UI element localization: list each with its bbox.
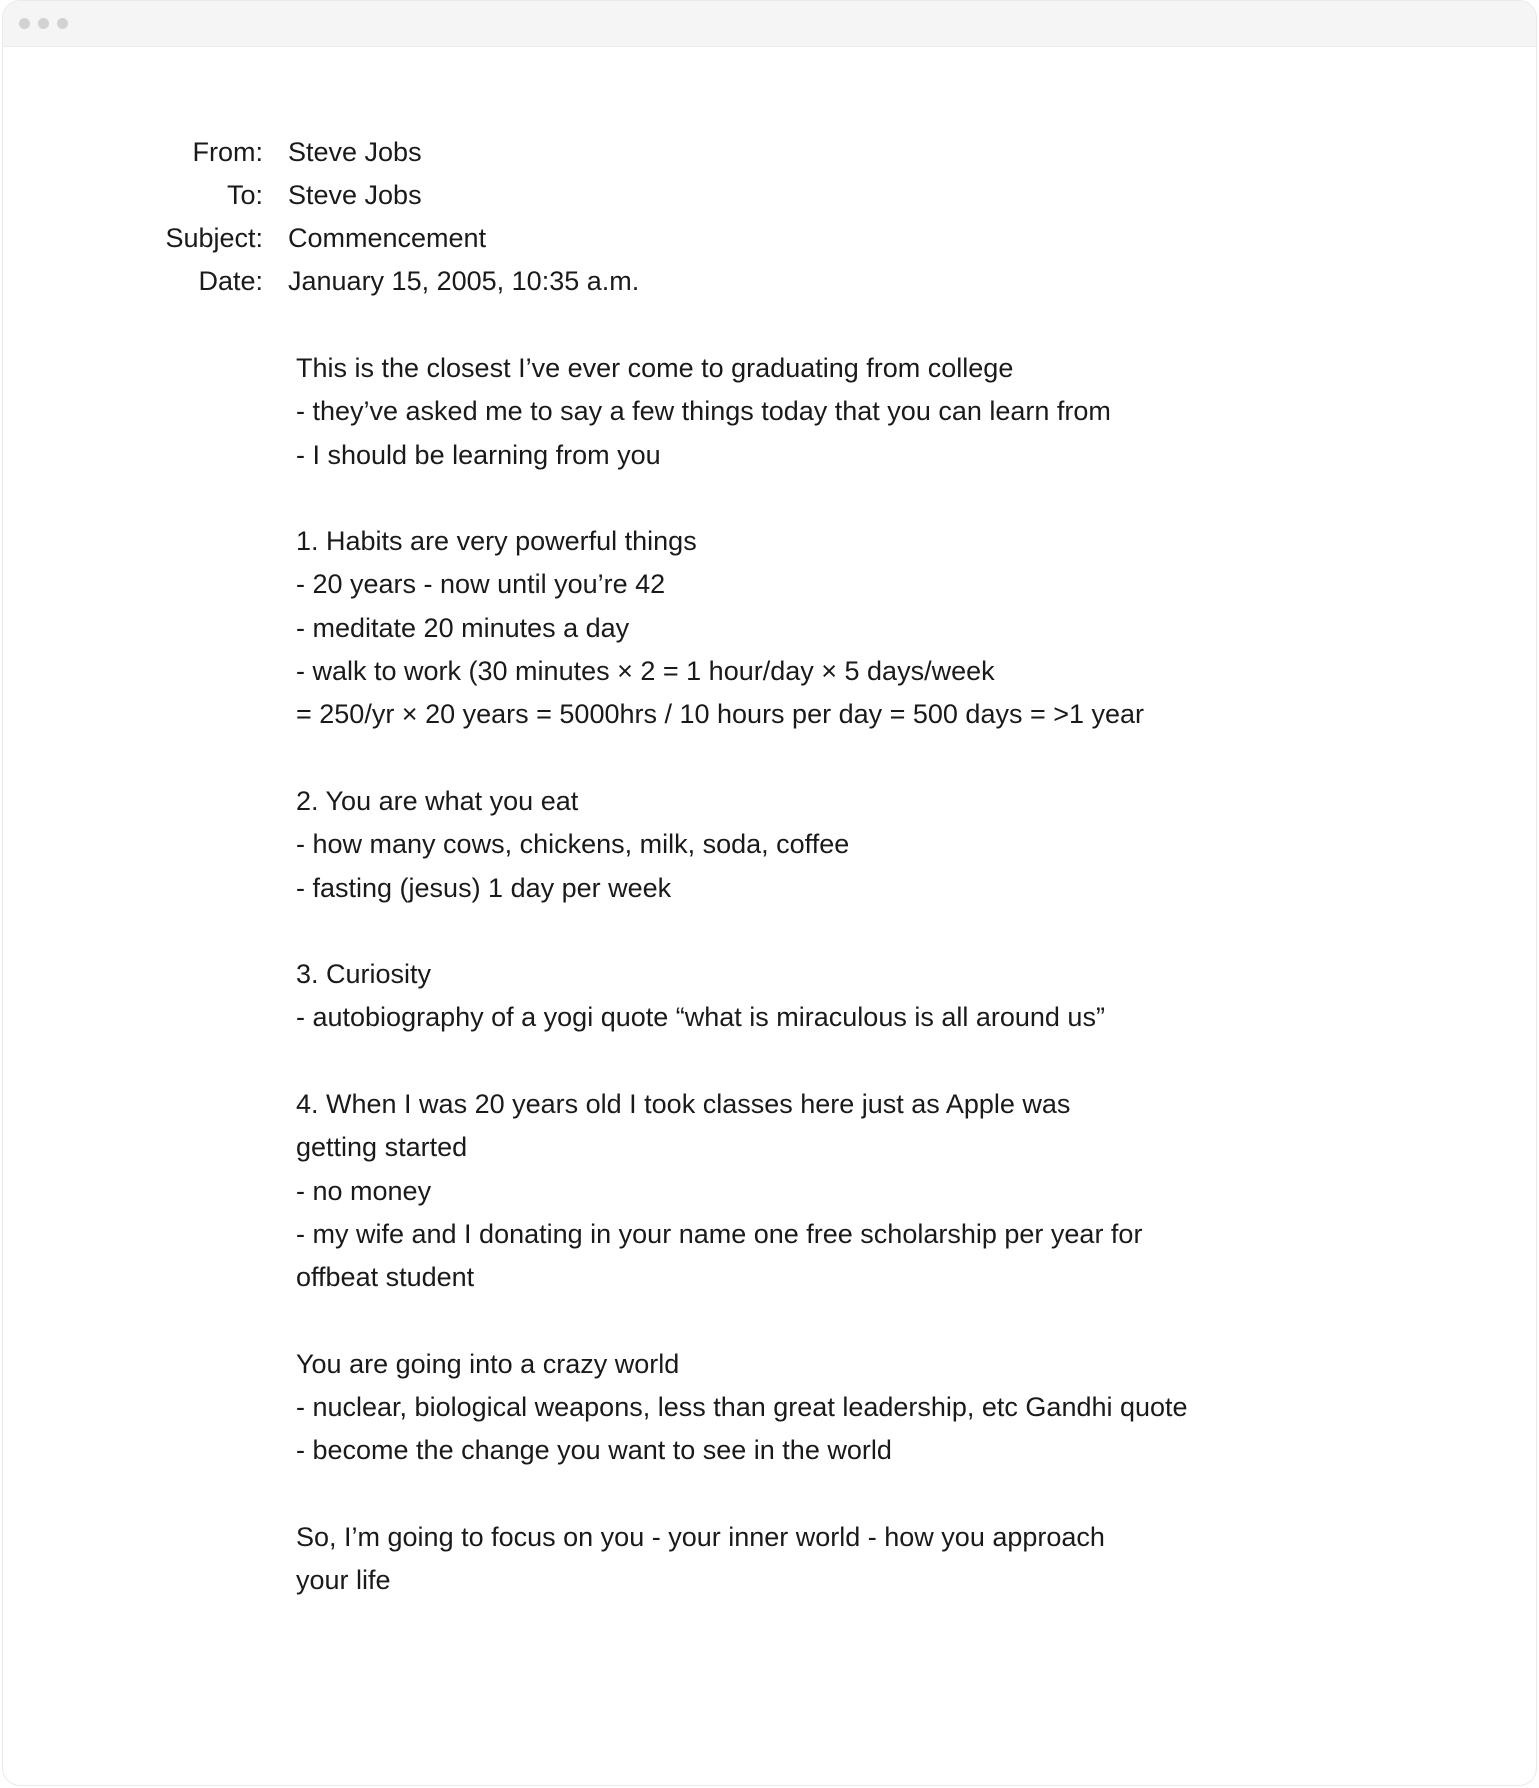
- header-label: Subject:: [165, 223, 263, 253]
- email-window: [2, 0, 1537, 1786]
- email-headers: [3, 131, 1203, 303]
- body-line: 1. Habits are very powerful things: [296, 526, 697, 557]
- body-line: - 20 years - now until you’re 42: [296, 569, 666, 600]
- header-label: From:: [192, 137, 263, 167]
- body-line: This is the closest I’ve ever come to graduating from college: [296, 353, 1014, 383]
- window-zoom-dot[interactable]: [57, 18, 68, 29]
- window-close-dot[interactable]: [19, 18, 30, 29]
- header-label: Date:: [198, 266, 263, 296]
- body-line: - fasting (jesus) 1 day per week: [296, 872, 672, 903]
- body-line: You are going into a crazy world: [296, 1348, 680, 1379]
- body-line: 2. You are what you eat: [296, 785, 579, 816]
- body-line: - become the change you want to see in the world: [296, 1435, 892, 1466]
- window-minimize-dot[interactable]: [38, 18, 49, 29]
- email-paragraph: [296, 953, 1396, 1040]
- email-body: [296, 347, 1396, 1646]
- window-titlebar: [3, 1, 1536, 47]
- header-to: [3, 174, 1203, 217]
- body-line: offbeat student: [296, 1262, 475, 1293]
- body-line: - no money: [296, 1175, 432, 1206]
- header-value: Steve Jobs: [288, 137, 422, 167]
- body-line: 4. When I was 20 years old I took classes here just as Apple was: [296, 1089, 1071, 1120]
- body-line: - I should be learning from you: [296, 439, 661, 470]
- body-line: - how many cows, chickens, milk, soda, coffee: [296, 829, 850, 860]
- header-from: [3, 131, 1203, 174]
- body-line: - meditate 20 minutes a day: [296, 612, 630, 643]
- body-line: So, I’m going to focus on you - your inner world - how you approach: [296, 1522, 1105, 1553]
- email-paragraph: [296, 1516, 1396, 1603]
- body-line: - my wife and I donating in your name one free scholarship per year for: [296, 1218, 1143, 1249]
- email-paragraph: [296, 347, 1396, 477]
- header-label: To:: [226, 180, 263, 210]
- body-line: = 250/yr × 20 years = 5000hrs / 10 hours per day = 500 days = >1 year: [296, 699, 1145, 730]
- email-paragraph: [296, 1083, 1396, 1299]
- body-line: - autobiography of a yogi quote “what is miraculous is all around us”: [296, 1002, 1105, 1033]
- body-line: - they’ve asked me to say a few things today that you can learn from: [296, 396, 1111, 427]
- body-line: - walk to work (30 minutes × 2 = 1 hour/day × 5 days/week: [296, 656, 995, 687]
- header-value: January 15, 2005, 10:35 a.m.: [288, 266, 640, 296]
- email-paragraph: [296, 1343, 1396, 1473]
- header-value: Commencement: [288, 223, 487, 253]
- body-line: - nuclear, biological weapons, less than great leadership, etc Gandhi quote: [296, 1392, 1188, 1423]
- email-paragraph: [296, 520, 1396, 736]
- header-date: [3, 260, 1203, 303]
- body-line: getting started: [296, 1132, 468, 1163]
- body-line: 3. Curiosity: [296, 959, 432, 990]
- email-paragraph: [296, 780, 1396, 910]
- body-line: your life: [296, 1565, 391, 1596]
- header-subject: [3, 217, 1203, 260]
- header-value: Steve Jobs: [288, 180, 422, 210]
